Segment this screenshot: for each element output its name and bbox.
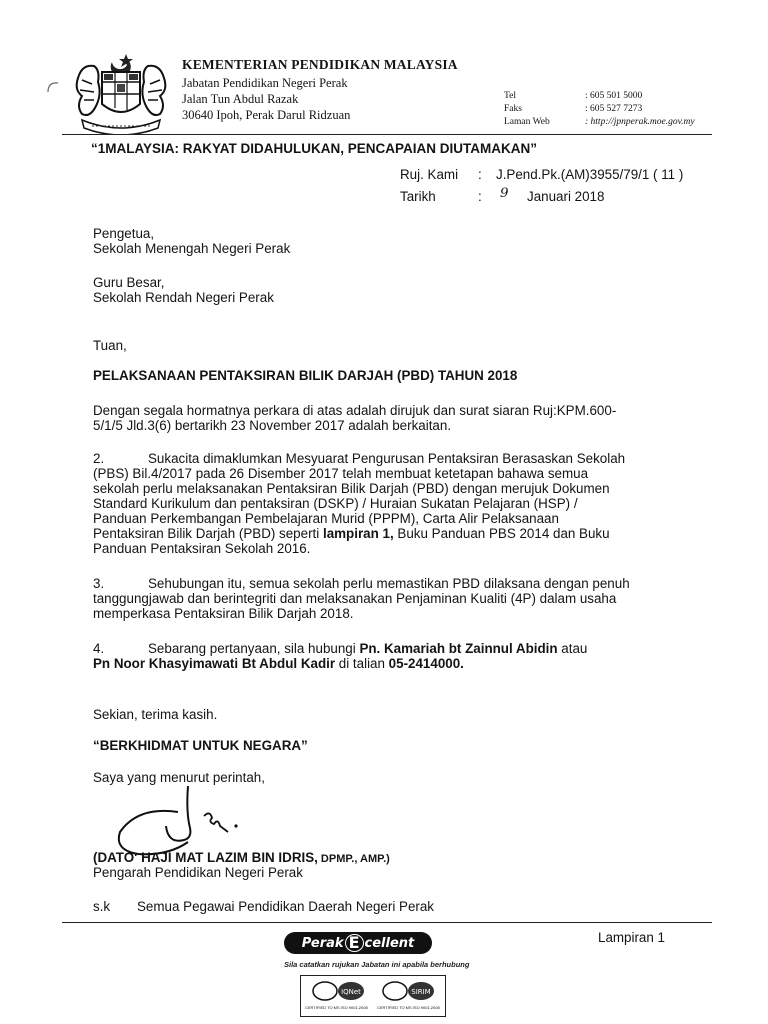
paragraph-1-line: Dengan segala hormatnya perkara di atas adalah dirujuk dan surat siaran Ruj:KPM.600- [93,403,617,418]
closing-motto: “BERKHIDMAT UNTUK NEGARA” [93,738,308,753]
signatory-name-text: (DATO' HAJI MAT LAZIM BIN IDRIS, [93,850,318,865]
salutation: Tuan, [93,338,127,353]
paragraph-2-line [93,526,610,541]
paragraph-3-line: tanggungjawab dan berintegriti dan melaksanakan Penjaminan Kualiti (4P) dalam usaha [93,591,617,606]
cc-text: Semua Pegawai Pendidikan Daerah Negeri Perak [137,899,435,914]
paragraph-3-line: Sehubungan itu, semua sekolah perlu memastikan PBD dilaksana dengan penuh [148,576,630,591]
tarikh-value: Januari 2018 [527,189,605,204]
contact-person-1: Pn. Kamariah bt Zainnul Abidin [359,641,558,656]
paragraph-2-number: 2. [93,451,105,466]
fax-label: Faks [504,104,522,114]
tel-label: Tel [504,91,516,101]
handwritten-signature [108,782,248,858]
tel-value: : 605 501 5000 [585,91,643,101]
paragraph-3-line: memperkasa Pentaksiran Bilik Darjah 2018. [93,606,354,621]
paragraph-3-number: 3. [93,576,105,591]
lampiran-reference: lampiran 1, [322,526,394,541]
paragraph-2-text: Pentaksiran Bilik Darjah (PBD) seperti [93,526,323,541]
government-crest [68,48,174,134]
closing-obedient: Saya yang menurut perintah, [93,770,265,785]
paragraph-4-text: atau [557,641,588,656]
motto-line: “1MALAYSIA: RAKYAT DIDAHULUKAN, PENCAPAIAN DIUTAMAKAN” [91,141,538,156]
iso-cert-logo-icon [307,979,369,1003]
logo-letter-e: E [345,934,364,952]
ruj-value: J.Pend.Pk.(AM)3955/79/1 ( 11 ) [496,167,684,182]
street-address: Jalan Tun Abdul Razak [182,92,299,106]
perak-excellent-logo [284,932,432,954]
paragraph-1-line: 5/1/5 Jld.3(6) bertarikh 23 November 2017 adalah berkaitan. [93,418,452,433]
fax-value: : 605 527 7273 [585,104,643,114]
phone-number: 05-2414000. [388,656,464,671]
web-value: : http://jpnperak.moe.gov.my [585,117,695,127]
paragraph-4-line [148,641,587,656]
paragraph-4-number: 4. [93,641,105,656]
recipient-title: Pengetua, [93,226,155,241]
paragraph-2-line: (PBS) Bil.4/2017 pada 26 Disember 2017 telah membuat ketetapan bahawa semua [93,466,589,481]
paragraph-2-line: Sukacita dimaklumkan Mesyuarat Pengurusan Pentaksiran Berasaskan Sekolah [148,451,626,466]
web-label: Laman Web [504,117,550,127]
subject-line: PELAKSANAAN PENTAKSIRAN BILIK DARJAH (PBD) TAHUN 2018 [93,368,518,383]
ministry-name: KEMENTERIAN PENDIDIKAN MALAYSIA [182,57,458,72]
signatory-postnominal: DPMP., AMP.) [317,853,390,865]
paragraph-4-text: Sebarang pertanyaan, sila hubungi [148,641,360,656]
cc-label: s.k [93,899,111,914]
recipient-org: Sekolah Menengah Negeri Perak [93,241,291,256]
footer-divider [62,922,712,923]
contact-person-2: Pn Noor Khasyimawati Bt Abdul Kadir [93,656,336,671]
iso-cert-logo-icon [377,979,439,1003]
cert-caption: CERTIFIED TO MS ISO 9001:2008 [377,1005,440,1010]
lampiran-label: Lampiran 1 [598,930,665,945]
logo-text-perak: Perak [301,935,344,951]
paragraph-2-line: Panduan Pentaksiran Sekolah 2016. [93,541,311,556]
paragraph-4-line [93,656,464,671]
letterhead-divider [62,134,712,135]
cert-caption: CERTIFIED TO MS ISO 9001:2008 [305,1005,368,1010]
paragraph-2-line: sekolah perlu melaksanakan Pentaksiran Bilik Darjah (PBD) dengan merujuk Dokumen [93,481,610,496]
paragraph-4-text: di talian [335,656,389,671]
signatory-position: Pengarah Pendidikan Negeri Perak [93,865,303,880]
paragraph-2-text: Buku Panduan PBS 2014 dan Buku [393,526,610,541]
tarikh-label: Tarikh [400,189,436,204]
tarikh-sep: : [478,189,482,204]
svg-text:SIRIM: SIRIM [411,988,431,996]
ruj-label: Ruj. Kami [400,167,459,182]
recipient-title: Guru Besar, [93,275,165,290]
department-name: Jabatan Pendidikan Negeri Perak [182,76,348,90]
postcode-city: 30640 Ipoh, Perak Darul Ridzuan [182,108,351,122]
svg-text:IQNet: IQNet [341,988,361,996]
ruj-sep: : [478,167,482,182]
footer-tagline: Sila catatkan rujukan Jabatan ini apabila berhubung [284,960,470,969]
recipient-org: Sekolah Rendah Negeri Perak [93,290,274,305]
certification-badges [300,975,446,1017]
tarikh-day-handwritten: 9 [500,186,509,201]
logo-text-cellent: cellent [364,935,415,951]
paragraph-2-line: Panduan Perkembangan Pembelajaran Murid (PPPM), Carta Alir Pelaksanaan [93,511,559,526]
closing-thanks: Sekian, terima kasih. [93,707,218,722]
paragraph-2-line: Standard Kurikulum dan pentaksiran (DSKP) / Huraian Sukatan Pelajaran (HSP) / [93,496,578,511]
scan-smudge-icon [46,80,64,94]
